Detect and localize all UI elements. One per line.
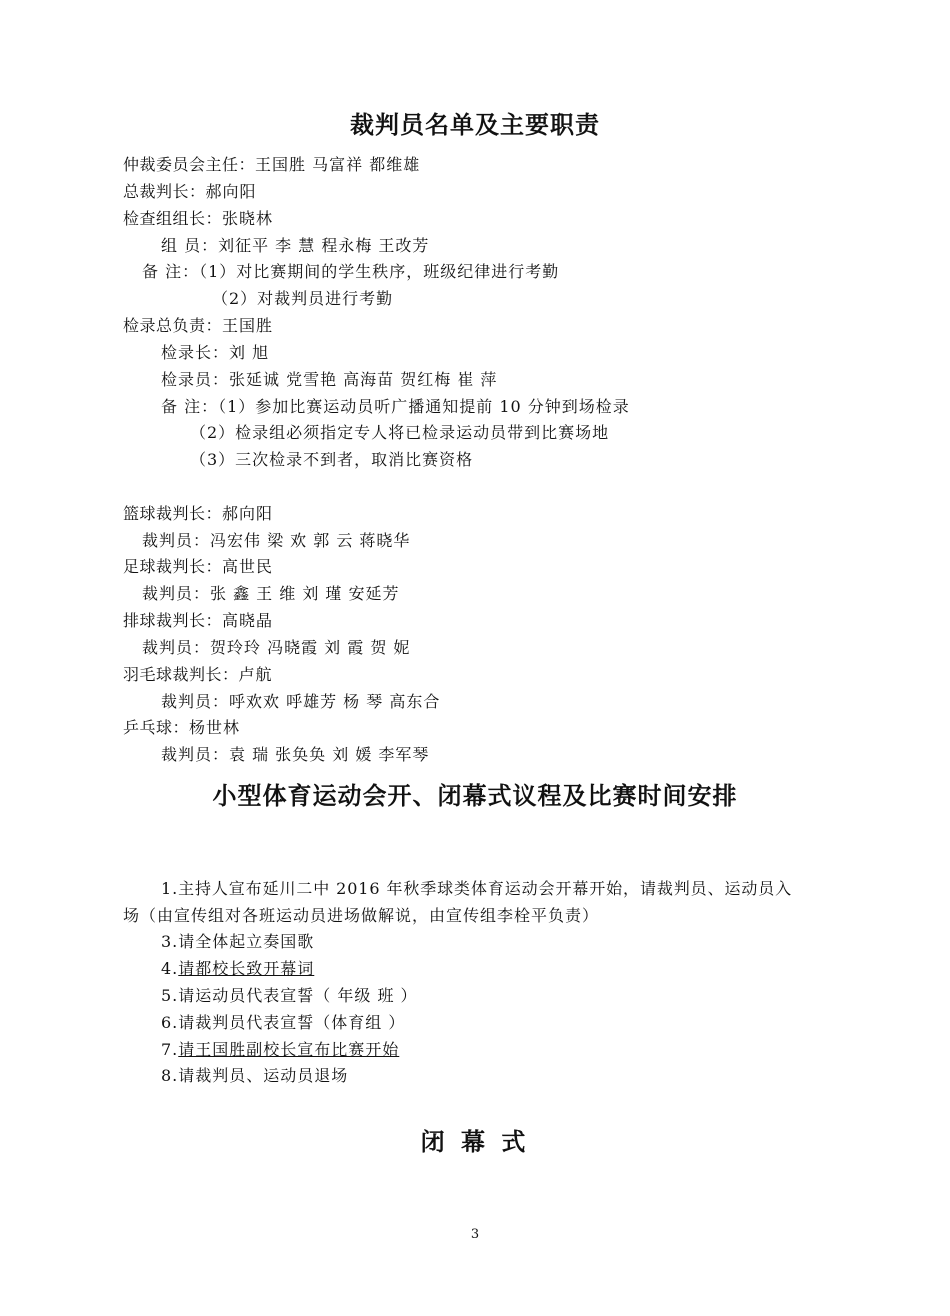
basketball-referees: 裁判员：冯宏伟 梁 欢 郭 云 蒋晓华 <box>142 531 411 550</box>
badminton-referees: 裁判员：呼欢欢 呼雄芳 杨 琴 高东合 <box>161 692 441 711</box>
checkin-value: 王国胜 <box>222 316 274 335</box>
chief-referee-value: 郝向阳 <box>205 182 257 201</box>
badminton-line <box>123 665 273 685</box>
agenda-item-3: 3.请全体起立奏国歌 <box>161 932 315 951</box>
main-title: 裁判员名单及主要职责 <box>350 110 600 139</box>
closing-title: 闭 幕 式 <box>420 1127 530 1156</box>
agenda-item-4 <box>161 959 314 979</box>
inspection-members: 组 员：刘征平 李 慧 程永梅 王改芳 <box>161 236 430 255</box>
arbitration-line <box>123 155 420 175</box>
checkin-note-2: （2）检录组必须指定专人将已检录运动员带到比赛场地 <box>190 423 610 442</box>
agenda-item-4-text: 请都校长致开幕词 <box>178 959 315 978</box>
chief-referee-label: 总裁判长： <box>123 182 206 201</box>
chief-referee-line <box>123 182 257 202</box>
volleyball-value: 高晓晶 <box>222 611 274 630</box>
agenda-item-7-number: 7. <box>161 1040 179 1059</box>
agenda-item-8: 8.请裁判员、运动员退场 <box>161 1066 349 1085</box>
inspection-note-1: 备 注：（1）对比赛期间的学生秩序，班级纪律进行考勤 <box>142 262 560 281</box>
volleyball-referees: 裁判员：贺玲玲 冯晓霞 刘 霞 贺 妮 <box>142 638 411 657</box>
agenda-item-1-line-2: 场（由宣传组对各班运动员进场做解说，由宣传组李栓平负责） <box>123 906 600 925</box>
checkin-note-3: （3）三次检录不到者，取消比赛资格 <box>190 450 474 469</box>
inspection-line <box>123 209 273 229</box>
badminton-value: 卢航 <box>238 665 273 684</box>
agenda-item-5: 5.请运动员代表宣誓（ 年级 班 ） <box>161 986 418 1005</box>
agenda-item-6: 6.请裁判员代表宣誓（体育组 ） <box>161 1013 406 1032</box>
pingpong-line <box>123 718 240 738</box>
checkin-staff: 检录员：张延诚 党雪艳 高海苗 贺红梅 崔 萍 <box>161 370 498 389</box>
basketball-value: 郝向阳 <box>222 504 274 523</box>
football-referees: 裁判员：张 鑫 王 维 刘 瑾 安延芳 <box>142 584 400 603</box>
volleyball-label: 排球裁判长： <box>123 611 223 630</box>
badminton-label: 羽毛球裁判长： <box>123 665 239 684</box>
basketball-label: 篮球裁判长： <box>123 504 223 523</box>
inspection-label: 检查组组长： <box>123 209 223 228</box>
pingpong-referees: 裁判员：袁 瑞 张奂奂 刘 媛 李军琴 <box>161 745 430 764</box>
arbitration-label: 仲裁委员会主任： <box>123 155 256 174</box>
pingpong-value: 杨世林 <box>189 718 241 737</box>
schedule-title: 小型体育运动会开、闭幕式议程及比赛时间安排 <box>212 781 738 810</box>
football-value: 高世民 <box>222 557 274 576</box>
pingpong-label: 乒乓球： <box>123 718 190 737</box>
football-label: 足球裁判长： <box>123 557 223 576</box>
football-line <box>123 557 273 577</box>
checkin-note-1: 备 注：（1）参加比赛运动员听广播通知提前 10 分钟到场检录 <box>161 397 630 416</box>
page-number: 3 <box>470 1227 480 1242</box>
agenda-item-7 <box>161 1040 399 1060</box>
checkin-line <box>123 316 273 336</box>
checkin-head: 检录长：刘 旭 <box>161 343 270 362</box>
arbitration-value: 王国胜 马富祥 都维雄 <box>255 155 421 174</box>
agenda-item-1-line-1: 1.主持人宣布延川二中 2016 年秋季球类体育运动会开幕开始，请裁判员、运动员入 <box>161 879 793 898</box>
agenda-item-4-number: 4. <box>161 959 179 978</box>
agenda-item-7-text: 请王国胜副校长宣布比赛开始 <box>178 1040 400 1059</box>
volleyball-line <box>123 611 273 631</box>
checkin-label: 检录总负责： <box>123 316 223 335</box>
basketball-line <box>123 504 273 524</box>
inspection-value: 张晓林 <box>222 209 274 228</box>
inspection-note-2: （2）对裁判员进行考勤 <box>212 289 394 308</box>
